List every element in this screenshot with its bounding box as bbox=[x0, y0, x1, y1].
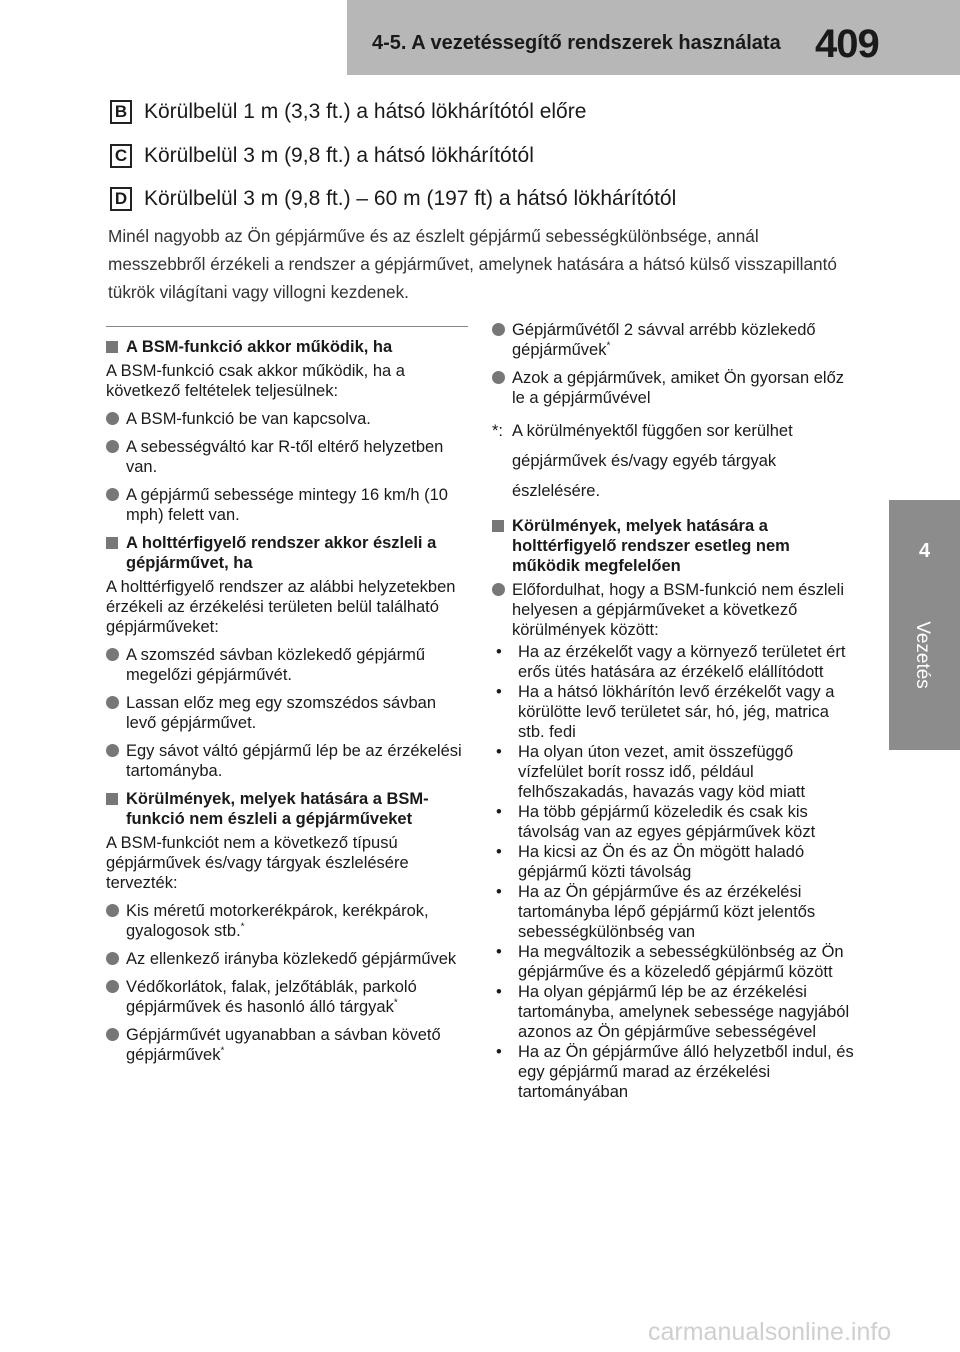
bullet-item: Védőkorlátok, falak, jelzőtáblák, parkoló gépjárművek és hasonló álló tárgyak* bbox=[106, 977, 468, 1017]
bullet-item: Gépjárművét ugyanabban a sávban követő gépjárművek* bbox=[106, 1025, 468, 1065]
section-heading: Körülmények, melyek hatására a BSM-funkció nem észleli a gépjárműveket bbox=[106, 789, 468, 829]
label-box-c: C bbox=[110, 144, 132, 168]
bullet-dot-icon bbox=[106, 952, 119, 965]
bullet-dot-icon bbox=[106, 488, 119, 501]
range-text: Körülbelül 3 m (9,8 ft.) – 60 m (197 ft) a hátsó lökhárítótól bbox=[144, 187, 677, 210]
square-bullet-icon bbox=[492, 520, 504, 532]
right-column bbox=[492, 320, 854, 1102]
section-heading: Körülmények, melyek hatására a holttérfigyelő rendszer esetleg nem működik megfelelően bbox=[492, 516, 854, 576]
left-column bbox=[106, 326, 468, 1073]
chapter-number: 4 bbox=[918, 540, 931, 562]
footnote: *: A körülményektől függően sor kerülhet gépjárművek és/vagy egyéb tárgyak észlelésére. bbox=[492, 422, 793, 500]
footnote-mark: * bbox=[240, 921, 245, 933]
square-bullet-icon bbox=[106, 341, 118, 353]
range-text: Körülbelül 3 m (9,8 ft.) a hátsó lökhárítótól bbox=[144, 144, 534, 167]
sub-item: • Ha az Ön gépjárműve és az érzékelési tartományba lépő gépjármű közt jelentős sebességkülönbség van bbox=[496, 883, 816, 941]
bullet-dot-icon bbox=[106, 744, 119, 757]
footnote-mark: * bbox=[393, 997, 398, 1009]
sub-item: • Ha több gépjármű közeledik és csak kis távolság van az egyes gépjárművek közt bbox=[496, 803, 816, 841]
page-number: 409 bbox=[815, 22, 879, 66]
bullet-dot-icon bbox=[106, 696, 119, 709]
sub-item: • Ha megváltozik a sebességkülönbség az Ön gépjárműve és a közeledő gépjármű között bbox=[496, 943, 844, 981]
range-text: Körülbelül 1 m (3,3 ft.) a hátsó lökhárítótól előre bbox=[144, 100, 587, 123]
bullet-dot-icon bbox=[106, 648, 119, 661]
bullet-dot-icon bbox=[106, 980, 119, 993]
bullet-dot-icon bbox=[106, 440, 119, 453]
chapter-tab[interactable] bbox=[889, 500, 960, 750]
footnote-mark: * bbox=[606, 340, 611, 352]
bullet-item: Azok a gépjárművek, amiket Ön gyorsan előz le a gépjárművével bbox=[492, 368, 854, 408]
bullet-item: Gépjárművétől 2 sávval arrébb közlekedő gépjárművek* bbox=[492, 320, 854, 360]
bullet-item: A gépjármű sebessége mintegy 16 km/h (10 mph) felett van. bbox=[106, 485, 468, 525]
range-item-d bbox=[110, 183, 676, 215]
sub-item: • Ha a hátsó lökhárítón levő érzékelőt vagy a körülötte levő területet sár, hó, jég, matrica stb. fedi bbox=[496, 683, 835, 741]
watermark: carmanualsonline.info bbox=[648, 1318, 892, 1346]
bullet-item: Lassan előz meg egy szomszédos sávban levő gépjárművet. bbox=[106, 693, 468, 733]
range-item-c bbox=[110, 140, 534, 172]
range-item-b bbox=[110, 96, 586, 128]
paragraph: A BSM-funkciót nem a következő típusú gépjárművek és/vagy tárgyak észlelésére tervezték: bbox=[106, 834, 409, 892]
section-title: 4-5. A vezetéssegítő rendszerek használata bbox=[372, 32, 781, 54]
bullet-dot-icon bbox=[492, 323, 505, 336]
footnote-mark: * bbox=[220, 1045, 225, 1057]
bullet-item: A szomszéd sávban közlekedő gépjármű megelőzi gépjárművét. bbox=[106, 645, 468, 685]
sub-item: • Ha kicsi az Ön és az Ön mögött haladó gépjármű közti távolság bbox=[496, 843, 805, 881]
square-bullet-icon bbox=[106, 537, 118, 549]
chapter-label: Vezetés bbox=[912, 621, 933, 689]
bullet-dot-icon bbox=[106, 1028, 119, 1041]
paragraph: A holttérfigyelő rendszer az alábbi helyzetekben érzékeli az érzékelési területen belül található gépjárműveket: bbox=[106, 578, 456, 636]
bullet-item: A BSM-funkció be van kapcsolva. bbox=[106, 409, 468, 429]
square-bullet-icon bbox=[106, 793, 118, 805]
sub-item: • Ha olyan úton vezet, amit összefüggő vízfelület borít rossz idő, például felhőszakadás, havazás vagy köd miatt bbox=[496, 743, 806, 801]
bullet-dot-icon bbox=[492, 371, 505, 384]
sub-item: • Ha az Ön gépjárműve álló helyzetből indul, és egy gépjármű marad az érzékelési tartományában bbox=[496, 1043, 854, 1101]
bullet-item: Előfordulhat, hogy a BSM-funkció nem észleli helyesen a gépjárműveket a következő körülmények között: bbox=[492, 580, 854, 640]
bullet-item: Kis méretű motorkerékpárok, kerékpárok, gyalogosok stb.* bbox=[106, 901, 468, 941]
label-box-d: D bbox=[110, 187, 132, 211]
bullet-item: Egy sávot váltó gépjármű lép be az érzékelési tartományba. bbox=[106, 741, 468, 781]
intro-paragraph: Minél nagyobb az Ön gépjárműve és az észlelt gépjármű sebességkülönbsége, annál messzebbről érzékeli a rendszer a gépjárművet, amelynek hatására a hátsó külső visszapillantó tükrök világítani vagy villogni kezdenek. bbox=[108, 226, 837, 302]
section-heading: A holttérfigyelő rendszer akkor észleli a gépjárművet, ha bbox=[106, 533, 468, 573]
bullet-item: A sebességváltó kar R-től eltérő helyzetben van. bbox=[106, 437, 468, 477]
bullet-dot-icon bbox=[492, 583, 505, 596]
section-heading: A BSM-funkció akkor működik, ha bbox=[106, 337, 468, 357]
label-box-b: B bbox=[110, 100, 132, 124]
sub-item: • Ha olyan gépjármű lép be az érzékelési tartományba, amelynek sebessége nagyjából azonos az Ön gépjárműve sebességével bbox=[496, 983, 850, 1041]
bullet-dot-icon bbox=[106, 904, 119, 917]
sub-item: • Ha az érzékelőt vagy a környező területet ért erős ütés hatására az érzékelő elállítódott bbox=[496, 643, 846, 681]
bullet-item: Az ellenkező irányba közlekedő gépjárművek bbox=[106, 949, 468, 969]
bullet-dot-icon bbox=[106, 412, 119, 425]
paragraph: A BSM-funkció csak akkor működik, ha a következő feltételek teljesülnek: bbox=[106, 362, 405, 400]
